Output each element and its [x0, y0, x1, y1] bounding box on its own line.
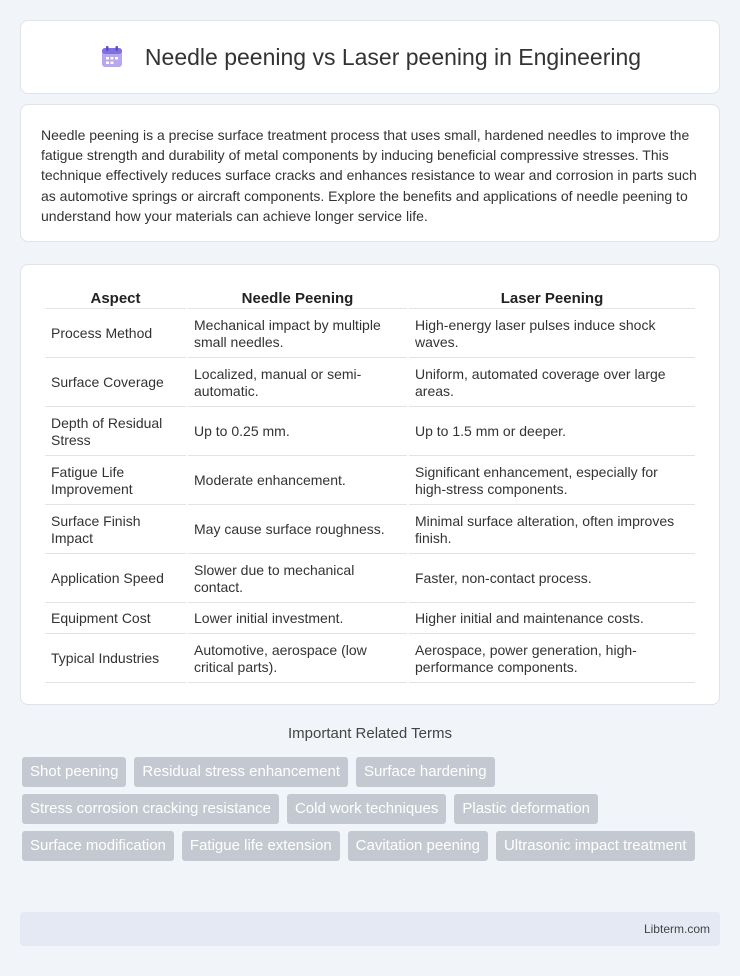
comparison-table-card: [20, 264, 720, 705]
related-term-tag[interactable]: Ultrasonic impact treatment: [496, 831, 695, 861]
cell-needle: Automotive, aerospace (low critical parts).: [188, 636, 407, 683]
footer: [20, 912, 720, 946]
related-term-tag[interactable]: Shot peening: [22, 757, 126, 787]
comparison-table: [43, 285, 697, 685]
table-row: [45, 458, 695, 505]
cell-aspect: Typical Industries: [45, 636, 186, 683]
cell-aspect: Equipment Cost: [45, 605, 186, 634]
related-terms-list: [22, 757, 722, 861]
cell-needle: Lower initial investment.: [188, 605, 407, 634]
table-header-row: [45, 287, 695, 309]
related-term-tag[interactable]: Surface hardening: [356, 757, 495, 787]
cell-laser: Significant enhancement, especially for high-stress components.: [409, 458, 695, 505]
cell-laser: Up to 1.5 mm or deeper.: [409, 409, 695, 456]
table-row: [45, 605, 695, 634]
header-needle-peening: Needle Peening: [188, 287, 407, 309]
related-term-tag[interactable]: Fatigue life extension: [182, 831, 340, 861]
cell-needle: Slower due to mechanical contact.: [188, 556, 407, 603]
intro-card: [20, 104, 720, 242]
header-aspect: Aspect: [45, 287, 186, 309]
calendar-icon: [99, 44, 125, 70]
related-terms-heading: Important Related Terms: [288, 725, 452, 742]
intro-paragraph: Needle peening is a precise surface treatment process that uses small, hardened needles to improve the fatigue strength and durability of metal components by inducing beneficial compressive stresses. This technique effectively reduces surface cracks and enhances resistance to wear and corrosion in parts such as automotive springs or aircraft components. Explore the benefits and applications of needle peening to understand how your materials can achieve longer service life.: [41, 127, 697, 224]
cell-laser: Minimal surface alteration, often improves finish.: [409, 507, 695, 554]
table-row: [45, 556, 695, 603]
table-row: [45, 311, 695, 358]
related-term-tag[interactable]: Stress corrosion cracking resistance: [22, 794, 279, 824]
table-row: [45, 636, 695, 683]
table-row: [45, 409, 695, 456]
cell-aspect: Fatigue Life Improvement: [45, 458, 186, 505]
cell-needle: Moderate enhancement.: [188, 458, 407, 505]
page-title: Needle peening vs Laser peening in Engineering: [144, 43, 642, 70]
related-term-tag[interactable]: Residual stress enhancement: [134, 757, 348, 787]
cell-laser: Higher initial and maintenance costs.: [409, 605, 695, 634]
related-term-tag[interactable]: Plastic deformation: [454, 794, 598, 824]
cell-aspect: Depth of Residual Stress: [45, 409, 186, 456]
cell-needle: May cause surface roughness.: [188, 507, 407, 554]
cell-aspect: Surface Coverage: [45, 360, 186, 407]
cell-aspect: Surface Finish Impact: [45, 507, 186, 554]
cell-needle: Localized, manual or semi-automatic.: [188, 360, 407, 407]
cell-aspect: Process Method: [45, 311, 186, 358]
table-row: [45, 360, 695, 407]
cell-laser: Faster, non-contact process.: [409, 556, 695, 603]
cell-laser: Uniform, automated coverage over large areas.: [409, 360, 695, 407]
related-term-tag[interactable]: Cold work techniques: [287, 794, 446, 824]
related-term-tag[interactable]: Cavitation peening: [348, 831, 488, 861]
header-laser-peening: Laser Peening: [409, 287, 695, 309]
table-row: [45, 507, 695, 554]
cell-needle: Up to 0.25 mm.: [188, 409, 407, 456]
title-card: [20, 20, 720, 94]
cell-laser: High-energy laser pulses induce shock waves.: [409, 311, 695, 358]
related-term-tag[interactable]: Surface modification: [22, 831, 174, 861]
cell-aspect: Application Speed: [45, 556, 186, 603]
footer-site-link[interactable]: Libterm.com: [643, 922, 710, 936]
cell-needle: Mechanical impact by multiple small needles.: [188, 311, 407, 358]
cell-laser: Aerospace, power generation, high-performance components.: [409, 636, 695, 683]
